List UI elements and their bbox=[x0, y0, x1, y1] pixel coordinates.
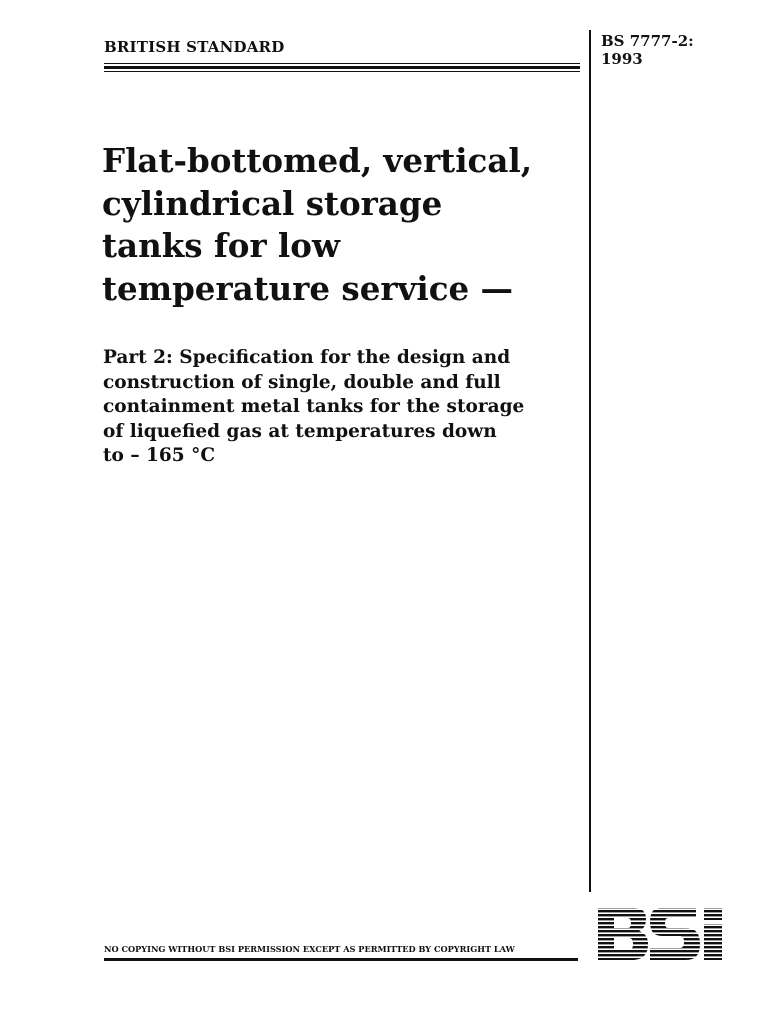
document-number-code: BS 7777-2: bbox=[601, 32, 694, 50]
vertical-divider bbox=[589, 30, 591, 892]
main-title-line: tanks for low bbox=[102, 226, 340, 265]
bsi-logo-icon bbox=[596, 906, 736, 962]
main-title-line: cylindrical storage bbox=[102, 183, 443, 223]
main-title-line: Flat-bottomed, vertical, bbox=[102, 141, 533, 180]
standard-type-label: BRITISH STANDARD bbox=[104, 38, 285, 56]
subtitle-line: to – 165 °C bbox=[103, 445, 216, 466]
header-rules bbox=[104, 63, 580, 74]
document-number-year: 1993 bbox=[601, 50, 643, 68]
subtitle-line: of liquefied gas at temperatures down bbox=[103, 420, 497, 442]
main-title-line: temperature service — bbox=[102, 268, 514, 308]
main-title bbox=[102, 140, 582, 310]
subtitle-line: Part 2: Specification for the design and bbox=[103, 347, 511, 368]
copyright-notice: NO COPYING WITHOUT BSI PERMISSION EXCEPT AS PERMITTED BY COPYRIGHT LAW bbox=[104, 944, 515, 954]
subtitle-line: construction of single, double and full bbox=[103, 371, 501, 393]
header-rule-thin-top bbox=[104, 63, 580, 64]
part-subtitle bbox=[103, 346, 583, 469]
header-rule-thin-bottom bbox=[104, 71, 580, 72]
subtitle-line: containment metal tanks for the storage bbox=[103, 396, 525, 417]
header-rule-thick bbox=[104, 66, 580, 69]
footer-rule bbox=[104, 958, 578, 961]
document-number bbox=[601, 32, 721, 68]
